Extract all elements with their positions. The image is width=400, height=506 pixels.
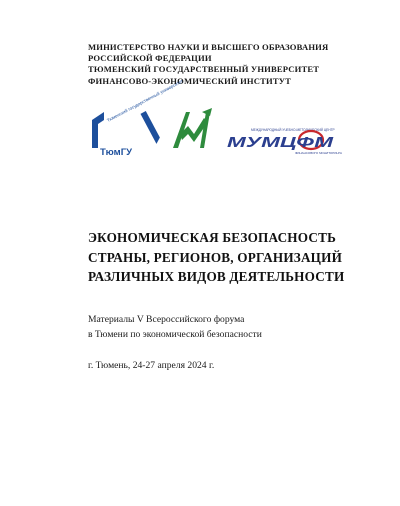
ministry-line-2: РОССИЙСКОЙ ФЕДЕРАЦИИ <box>88 53 212 64</box>
materials-line-1: Материалы V Всероссийского форума <box>88 314 245 325</box>
mumc-wordmark: МУМЦФМ <box>227 134 334 151</box>
title-line-2: СТРАНЫ, РЕГИОНОВ, ОРГАНИЗАЦИЙ <box>88 249 343 265</box>
mumc-top-line: МЕЖДУНАРОДНЫЙ УЧЕБНО-МЕТОДИЧЕСКИЙ ЦЕНТР <box>251 128 335 132</box>
ministry-line-4: ФИНАНСОВО-ЭКОНОМИЧЕСКИЙ ИНСТИТУТ <box>88 75 292 86</box>
tyumgu-wordmark: ТюмГУ <box>100 147 132 158</box>
document-title <box>88 228 388 287</box>
title-line-1: ЭКОНОМИЧЕСКАЯ БЕЗОПАСНОСТЬ <box>88 230 337 245</box>
place-and-date: г. Тюмень, 24-27 апреля 2024 г. <box>88 360 215 371</box>
fei-logo <box>168 104 214 154</box>
materials-line-2: в Тюмени по экономической безопасности <box>88 328 262 340</box>
materials-subtitle <box>88 313 388 343</box>
tyumgu-logo <box>88 78 184 158</box>
title-line-3: РАЗЛИЧНЫХ ВИДОВ ДЕЯТЕЛЬНОСТИ <box>88 269 345 284</box>
ministry-line-1: МИНИСТЕРСТВО НАУКИ И ВЫСШЕГО ОБРАЗОВАНИЯ <box>88 42 329 52</box>
ministry-line-3: ТЮМЕНСКИЙ ГОСУДАРСТВЕННЫЙ УНИВЕРСИТЕТ <box>88 64 320 75</box>
tyumgu-caption: Тюменский государственный университет <box>106 78 184 123</box>
ministry-header <box>88 42 388 87</box>
mumc-bottom-line: ФИНАНСОВОГО МОНИТОРИНГА <box>295 151 342 155</box>
mumc-logo <box>225 125 342 155</box>
